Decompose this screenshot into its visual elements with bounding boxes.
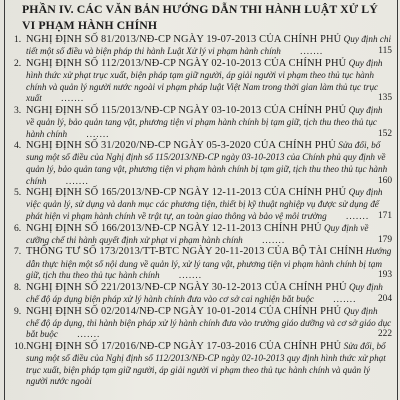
entry-description: Quy định về cưỡng chế thi hành quyết định xử phạt vi phạm hành chính — [26, 222, 369, 245]
toc-entry: 5. NGHỊ ĐỊNH SỐ 165/2013/NĐ-CP NGÀY 12-11-2013 CỦA CHÍNH PHỦ Quy định việc quản lý, sử dụng và danh mục các phương tiện, thiết bị kỹ thuật nghiệp vụ được sử dụng để phát hiện vi phạm hành chính về trật tự, an toàn giao thông và bảo vệ môi trường ....... 171 — [14, 187, 392, 221]
entry-description: Quy định việc quản lý, sử dụng và danh mục các phương tiện, thiết bị kỹ thuật nghiệp vụ được sử dụng để phát hiện vi phạm hành chính về trật tự, an toàn giao thông và bảo vệ môi trường — [26, 187, 383, 221]
entry-page-number: 152 — [377, 128, 392, 139]
entry-page-number: 193 — [377, 270, 392, 281]
entry-page-number: 115 — [378, 46, 392, 57]
entry-page-number: 171 — [377, 210, 392, 221]
entry-number: 3. — [14, 104, 22, 116]
entry-description: Sửa đổi, bổ sung một số điều của Nghị định số 115/2013/NĐ-CP ngày 03-10-2013 của Chính phủ quy định về quản lý, bảo quản tang vật, phương tiện vi phạm hành chính bị tạm giữ, tịch thu theo thủ tục hành chính — [26, 140, 388, 186]
toc-entry: 3. NGHỊ ĐỊNH SỐ 115/2013/NĐ-CP NGÀY 03-10-2013 CỦA CHÍNH PHỦ Quy định về quản lý, bảo quản tang vật, phương tiện vi phạm hành chính bị tạm giữ, tịch thu theo thủ tục hành chính ....... 152 — [14, 104, 392, 139]
entry-heading: NGHỊ ĐỊNH SỐ 17/2016/NĐ-CP NGÀY 17-03-2016 CỦA CHÍNH PHỦ — [26, 340, 342, 352]
toc-entry: 7. THÔNG TƯ SỐ 173/2013/TT-BTC NGÀY 20-11-2013 CỦA BỘ TÀI CHÍNH Hướng dẫn thực hiện một số nội dung về quản lý, xử lý tang vật, phương tiện vi phạm hành chính bị tạm giữ, tịch thu theo thủ tục hành chính ....... 193 — [14, 246, 392, 281]
entry-description: Quy định về quản lý, bảo quản tang vật, phương tiện vi phạm hành chính bị tạm giữ, tịch thu theo thủ tục hành chính — [26, 104, 383, 139]
toc-entry — [14, 340, 392, 388]
entry-description: Quy định hình thức xử phạt trục xuất, biện pháp tạm giữ người, áp giải người vi phạm theo thủ tục hành chính và quản lý người nước ngoài vi phạm pháp luật Việt Nam trong thời gian làm thủ tục trục xuất — [26, 57, 383, 104]
entry-heading: NGHỊ ĐỊNH SỐ 81/2013/NĐ-CP NGÀY 19-07-2013 CỦA CHÍNH PHỦ — [26, 34, 342, 45]
entry-number: 10. — [14, 340, 26, 352]
toc-entry: 6. NGHỊ ĐỊNH SỐ 166/2013/NĐ-CP NGÀY 12-11-2013 CHÍNH PHỦ Quy định về cưỡng chế thi hành quyết định xử phạt vi phạm hành chính ....... 179 — [14, 222, 392, 245]
toc-entry: 8. NGHỊ ĐỊNH SỐ 221/2013/NĐ-CP NGÀY 30-12-2013 CỦA CHÍNH PHỦ Quy định chế độ áp dụng biện pháp xử lý hành chính đưa vào cơ sở cai nghiện bắt buộc ....... 204 — [14, 281, 392, 304]
entry-number: 5. — [14, 187, 22, 199]
entry-heading: NGHỊ ĐỊNH SỐ 112/2013/NĐ-CP NGÀY 02-10-2013 CỦA CHÍNH PHỦ — [26, 57, 347, 69]
entry-page-number: 204 — [377, 293, 392, 304]
entry-heading: NGHỊ ĐỊNH SỐ 221/2013/NĐ-CP NGÀY 30-12-2013 CỦA CHÍNH PHỦ — [26, 281, 347, 293]
entry-heading: NGHỊ ĐỊNH SỐ 166/2013/NĐ-CP NGÀY 12-11-2013 CHÍNH PHỦ — [26, 222, 322, 234]
entry-number: 4. — [14, 140, 22, 152]
entry-description: Hướng dẫn thực hiện một số nội dung về quản lý, xử lý tang vật, phương tiện vi phạm hành chính bị tạm giữ, tịch thu theo thủ tục hành chính — [26, 246, 392, 281]
part-title: PHẦN IV. CÁC VĂN BẢN HƯỚNG DẪN THI HÀNH LUẬT XỬ LÝ VI PHẠM HÀNH CHÍNH — [22, 2, 378, 32]
entry-number: 1. — [14, 34, 22, 45]
entry-number: 7. — [14, 246, 22, 258]
toc-entry: 9. NGHỊ ĐỊNH SỐ 02/2014/NĐ-CP NGÀY 10-01-2014 CỦA CHÍNH PHỦ Quy định chế độ áp dụng, thi hành biện pháp xử lý hành chính đưa vào trường giáo dưỡng và cơ sở giáo dục bắt buộc ....... 222 — [14, 305, 392, 340]
entry-number: 8. — [14, 281, 22, 293]
entry-number: 6. — [14, 222, 22, 234]
entry-description: Quy định chế độ áp dụng, thi hành biện pháp xử lý hành chính đưa vào trường giáo dưỡng và cơ sở giáo dục bắt buộc — [26, 305, 392, 340]
entry-page-number: 160 — [377, 175, 392, 186]
toc-entry: 1. NGHỊ ĐỊNH SỐ 81/2013/NĐ-CP NGÀY 19-07-2013 CỦA CHÍNH PHỦ Quy định chi tiết một số điều và biện pháp thi hành Luật Xử lý vi phạm hành chính ....... 115 — [14, 34, 392, 57]
entry-description: Sửa đổi, bổ sung một số điều của Nghị định số 112/2013/NĐ-CP ngày 02-10-2013 quy định hình thức xử phạt trục xuất, biện pháp tạm giữ người, áp giải người vi phạm theo thủ tục hành chính và quản lý người nước ngoài — [26, 340, 386, 387]
entry-page-number: 179 — [377, 234, 392, 245]
table-of-contents — [14, 34, 392, 388]
entry-number: 2. — [14, 57, 22, 69]
entry-heading: NGHỊ ĐỊNH SỐ 165/2013/NĐ-CP NGÀY 12-11-2013 CỦA CHÍNH PHỦ — [26, 187, 347, 199]
toc-entry: 4. NGHỊ ĐỊNH SỐ 31/2020/NĐ-CP NGÀY 05-3-2020 CỦA CHÍNH PHỦ Sửa đổi, bổ sung một số điều của Nghị định số 115/2013/NĐ-CP ngày 03-10-2013 của Chính phủ quy định về quản lý, bảo quản tang vật, phương tiện vi phạm hành chính bị tạm giữ, tịch thu theo thủ tục hành chính ....... 160 — [14, 140, 392, 186]
entry-page-number: 135 — [377, 93, 392, 104]
entry-heading: NGHỊ ĐỊNH SỐ 02/2014/NĐ-CP NGÀY 10-01-2014 CỦA CHÍNH PHỦ — [26, 305, 342, 317]
entry-description: Quy định chi tiết một số điều và biện pháp thi hành Luật Xử lý vi phạm hành chính — [26, 34, 392, 57]
toc-entry: 2. NGHỊ ĐỊNH SỐ 112/2013/NĐ-CP NGÀY 02-10-2013 CỦA CHÍNH PHỦ Quy định hình thức xử phạt trục xuất, biện pháp tạm giữ người, áp giải người vi phạm theo thủ tục hành chính và quản lý người nước ngoài vi phạm pháp luật Việt Nam trong thời gian làm thủ tục trục xuất ....... 135 — [14, 57, 392, 104]
entry-description: Quy định chế độ áp dụng biện pháp xử lý hành chính đưa vào cơ sở cai nghiện bắt buộc — [26, 281, 383, 304]
entry-heading: THÔNG TƯ SỐ 173/2013/TT-BTC NGÀY 20-11-2013 CỦA BỘ TÀI CHÍNH — [26, 246, 364, 258]
entry-heading: NGHỊ ĐỊNH SỐ 31/2020/NĐ-CP NGÀY 05-3-2020 CỦA CHÍNH PHỦ — [26, 140, 336, 152]
entry-heading: NGHỊ ĐỊNH SỐ 115/2013/NĐ-CP NGÀY 03-10-2013 CỦA CHÍNH PHỦ — [26, 104, 347, 116]
entry-page-number: 222 — [377, 329, 392, 340]
entry-number: 9. — [14, 305, 22, 317]
